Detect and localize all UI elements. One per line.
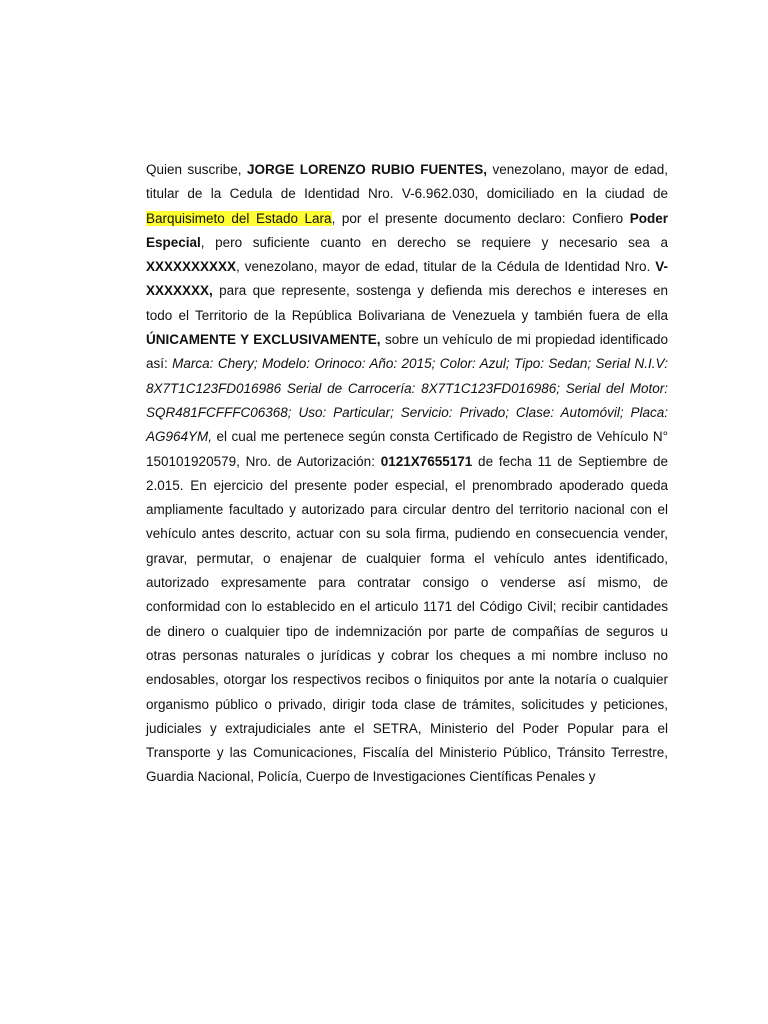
text-declaration: , por el presente documento declaro: Confiero (331, 210, 630, 226)
text-attorney-details: , venezolano, mayor de edad, titular de la Cédula de Identidad Nro. (236, 259, 656, 275)
text-vehicle-intro: sobre un vehículo de mi propiedad identificado así: (146, 332, 668, 372)
attorney-name: XXXXXXXXXX (146, 259, 237, 275)
text-certificate: el cual me pertenece según consta Certificado de Registro de Vehículo N° 150101920579, Nro. de Autorización: (146, 429, 668, 469)
highlighted-city: Barquisimeto del Estado Lara (146, 210, 332, 226)
grantor-name: JORGE LORENZO RUBIO FUENTES, (247, 162, 487, 177)
attorney-id: V-XXXXXXX, (146, 259, 668, 299)
text-intro: Quien suscribe, (146, 162, 248, 177)
poder-especial-term: Poder Especial (146, 210, 668, 250)
text-grantor-details: venezolano, mayor de edad, titular de la Cedula de Identidad Nro. V-6.962.030, domiciliado en la ciudad de (146, 162, 668, 202)
text-representation: para que represente, sostenga y defienda mis derechos e intereses en todo el Territorio de la República Bolivariana de Venezuela y también fuera de ella (146, 283, 668, 323)
vehicle-details: Marca: Chery; Modelo: Orinoco: Año: 2015; Color: Azul; Tipo: Sedan; Serial N.I.V: 8X7T1C123FD016986 Serial de Carrocería: 8X7T1C123FD016986; Serial del Motor: SQR481FCFFFC06368; Uso: Particular; Servicio: Privado; Clase: Automóvil; Placa: AG964YM, (146, 356, 668, 445)
exclusivity-term: ÚNICAMENTE Y EXCLUSIVAMENTE, (146, 332, 381, 348)
poder-especial-paragraph (146, 158, 668, 790)
authorization-number: 0121X7655171 (380, 453, 473, 469)
text-powers: de fecha 11 de Septiembre de 2.015. En ejercicio del presente poder especial, el prenombrado apoderado queda ampliamente facultado y autorizado para circular dentro del territorio nacional con el vehículo antes descrito, actuar con su sola firma, pudiendo en consecuencia vender, gravar, permutar, o enajenar de cualquier forma el vehículo antes identificado, autorizado expresamente para contratar consigo o venderse así mismo, de conformidad con lo establecido en el articulo 1171 del Código Civil; recibir cantidades de dinero o cualquier tipo de indemnización por parte de compañías de seguros u otras personas naturales o jurídicas y cobrar los cheques a mi nombre incluso no endosables, otorgar los respectivos recibos o finiquitos por ante la notaría o cualquier organismo público o privado, dirigir toda clase de trámites, solicitudes y peticiones, judiciales y extrajudiciales ante el SETRA, Ministerio del Poder Popular para el Transporte y las Comunicaciones, Fiscalía del Ministerio Público, Tránsito Terrestre, Guardia Nacional, Policía, Cuerpo de Investigaciones Científicas Penales y (146, 453, 668, 785)
text-sufficiency: , pero suficiente cuanto en derecho se requiere y necesario sea a (200, 234, 668, 250)
